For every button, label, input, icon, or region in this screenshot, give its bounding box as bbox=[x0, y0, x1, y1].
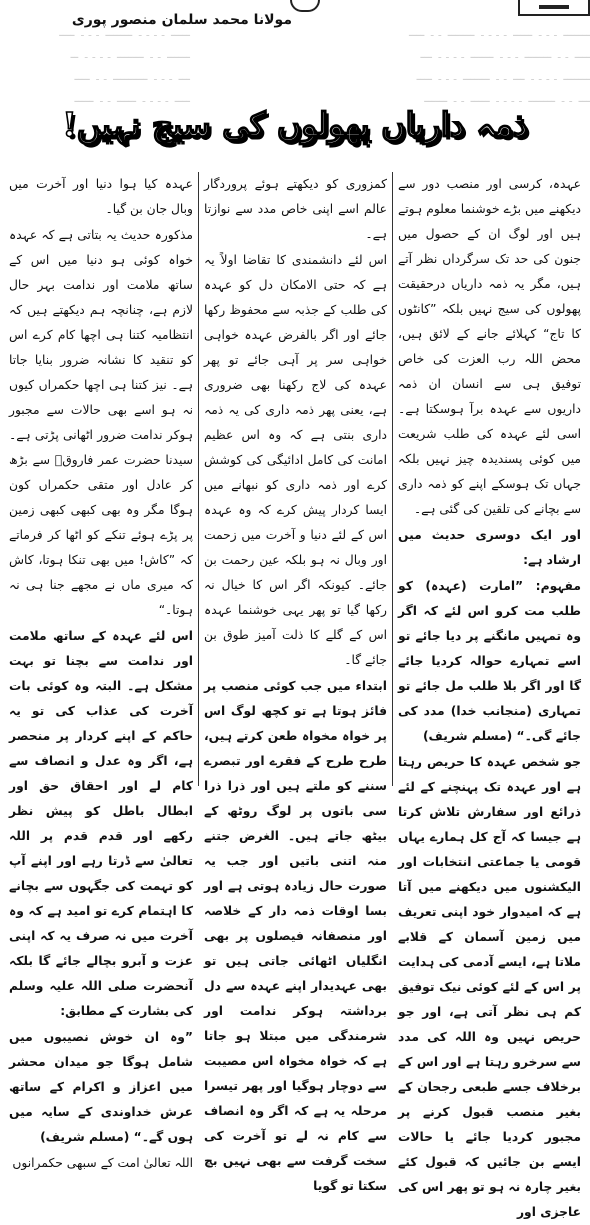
paragraph: ”وہ ان خوش نصیبوں میں شامل ہوگا جو میدان محشر میں اعزاز و اکرام کے ساتھ عرش خداوندی کے سایہ میں ہوں گے۔“ (مسلم شریف) bbox=[9, 1030, 193, 1144]
paragraph: مفہوم: ”امارت (عہدہ) کو طلب مت کرو اس لئے کہ اگر وہ تمہیں مانگنے پر دیا جائے تو اسے تمہارے حوالہ کردیا جائے گا اور اگر بلا طلب مل جائے تو تمہاری (منجانب خدا) مدد کی جائے گی۔“ (مسلم شریف) bbox=[398, 579, 581, 743]
column-middle bbox=[198, 172, 392, 1193]
column-left bbox=[4, 172, 198, 1170]
paragraph: اور ایک دوسری حدیث میں ارشاد ہے: bbox=[398, 528, 581, 567]
bleed-through-texture: ـــــ ۔۔۔۔ ـــــــ ۔۔۔ ــــ ــــــ ۔۔ ـــــــ ۔۔۔۔ ــ ـــ ۔۔۔ ـــــــــ ۔۔ ــــ ــــ ۔۔۔۔ ـــــ ۔۔ ـــــ bbox=[59, 25, 190, 106]
article-title: ذمہ داریاں پھولوں کی سیج نہیں! bbox=[62, 105, 528, 144]
paragraph: اس لئے عہدہ کے ساتھ ملامت اور ندامت سے بچنا تو بہت مشکل ہے۔ البتہ وہ کوئی بات آخرت کی عذاب کی تو یہ حاکم کے اپنے کردار پر منحصر ہے، اگر وہ عدل و انصاف سے کام لے اور احقاق حق اور ابطال باطل کو پیش نظر رکھے اور قدم قدم پر اللہ تعالیٰ سے ڈرتا رہے اور اپنے آپ کو تہمت کی جگہوں سے بچانے کا اہتمام کرے تو امید ہے کہ وہ آخرت میں نہ صرف یہ کہ اپنی عزت و آبرو بچالے جائے گا بلکہ آنحضرت صلی اللہ علیہ وسلم کی بشارت کے مطابق: bbox=[9, 629, 193, 1018]
section-tag-icon bbox=[518, 0, 590, 16]
paragraph: عہدہ کیا ہوا دنیا اور آخرت میں وبال جان بن گیا۔ bbox=[9, 177, 193, 216]
bleed-through-texture-right: ـــــــ ۔۔۔ ـــــ ۔۔۔۔ ـــــــ ۔۔ ــــ ــــ ۔۔ ـــــــ ۔۔۔ ــــــ ۔۔۔۔ ـــ ـــــــ ۔۔۔۔ ـــ ۔۔ ـــــــ ۔۔۔ ــــ ـــ ۔۔ ـــــــ ۔۔۔۔ ـــــ ۔۔ ــــــ bbox=[409, 25, 590, 106]
author-name: مولانا محمد سلمان منصور پوری bbox=[71, 12, 292, 28]
magazine-emblem-icon bbox=[290, 0, 320, 12]
paragraph: کمزوری کو دیکھتے ہوئے پروردگار عالم اسے اپنی خاص مدد سے نوازتا ہے۔ bbox=[204, 177, 387, 241]
paragraph: عہدہ، کرسی اور منصب دور سے دیکھنے میں بڑے خوشنما معلوم ہوتے ہیں اور لوگ ان کے حصول میں جنون کی حد تک سرگرداں نظر آتے ہیں، مگر یہ ذمہ داریاں درحقیقت پھولوں کی سیج نہیں بلکہ ”کانٹوں کا تاج“ کہلائے جانے کے لائق ہیں، محض اللہ رب العزت کی خاص توفیق ہی سے انسان ان ذمہ داریوں سے عہدہ برآ ہوسکتا ہے۔ اسی لئے عہدہ کی طلب شریعت میں کوئی پسندیدہ چیز نہیں بلکہ جہاں تک ہوسکے اپنے کو ذمہ داری سے بچانے کی تلقین کی گئی ہے۔ bbox=[398, 177, 581, 516]
column-right bbox=[392, 172, 586, 1219]
paragraph: اللہ تعالیٰ امت کے سبھی حکمرانوں bbox=[12, 1156, 193, 1170]
article-body bbox=[4, 172, 586, 1219]
paragraph: ابتداء میں جب کوئی منصب پر فائز ہوتا ہے تو کچھ لوگ اس پر خواہ مخواہ طعن کرتے ہیں، طرح طرح کے فقرے اور تبصرے سننے کو ملتے ہیں اور ذرا ذرا سی باتوں پر لوگ روٹھ کے بیٹھ جاتے ہیں۔ الغرض جتنے منہ اتنی باتیں اور جب یہ صورت حال زیادہ ہوتی ہے اور بسا اوقات ذمہ دار کے خلاصہ اور منصفانہ فیصلوں پر بھی انگلیاں اٹھائی جاتی ہیں تو بھی عہدیدار اپنے عہدہ سے دل برداشتہ ہوکر ندامت اور شرمندگی میں مبتلا ہو جاتا ہے کہ خواہ مخواہ اس مصیبت سے دوچار ہوگیا اور پھر تیسرا مرحلہ یہ ہے کہ اگر وہ انصاف سے کام نہ لے تو آخرت کی سخت گرفت سے بھی نہیں بچ سکتا تو گویا bbox=[204, 679, 387, 1193]
paragraph: اس لئے دانشمندی کا تقاضا اولاً یہ ہے کہ حتی الامکان دل کو عہدہ کی طلب کے جذبہ سے محفوظ رکھا جائے اور اگر بالفرض عہدہ خواہی خواہی سر پر آہی جائے تو پھر عہدہ کی لاج رکھنا بھی ضروری ہے، یعنی پھر ذمہ داری کی یہ ذمہ داری بنتی ہے کہ وہ اس عظیم امانت کی کامل ادائیگی کی کوشش کرے اور ذمہ داری کو نبھانے میں ایسا کردار پیش کرے کہ وہ عہدہ اس کے لئے دنیا و آخرت میں زحمت اور وبال نہ ہو بلکہ عین رحمت بن جائے۔ کیونکہ اگر اس کا خیال نہ رکھا گیا تو پھر یہی خوشنما عہدہ اس کے گلے کا ذلت آمیز طوق بن جائے گا۔ bbox=[204, 253, 387, 667]
paragraph: جو شخص عہدہ کا حریص رہتا ہے اور عہدہ تک پہنچنے کے لئے ذرائع اور سفارش تلاش کرتا ہے جیسا کہ آج کل ہمارے یہاں قومی یا جماعتی انتخابات اور الیکشنوں میں دیکھنے میں آتا ہے کہ امیدوار خود اپنی تعریف میں زمین آسمان کے قلابے ملاتا ہے، ایسے آدمی کی ہدایت پر اس کے لئے کوئی نیک توفیق کم ہی نظر آتی ہے، اور جو حریص نہیں وہ اللہ کی مدد سے سرخرو رہتا ہے اور اس کے برخلاف جسے طبعی رجحان کے بغیر منصب قبول کرنے پر مجبور کردیا جائے یا حالات ایسے بن جائیں کہ قبول کئے بغیر چارہ نہ ہو تو پھر اس کی عاجزی اور bbox=[398, 755, 581, 1219]
paragraph: مذکورہ حدیث یہ بتاتی ہے کہ عہدہ خواہ کوئی ہو دنیا میں اس کے ساتھ ملامت اور ندامت بہر حال لازم ہے، چنانچہ ہم دیکھتے ہیں کہ انتظامیہ کتنا ہی اچھا کام کرے اس کو تنقید کا نشانہ ضرور بنایا جاتا ہے۔ نیز کتنا ہی اچھا حکمراں کیوں نہ ہو اسے بھی حالات سے مجبور ہوکر ندامت ضرور اٹھانی پڑتی ہے۔ سیدنا حضرت عمر فاروقؓ سے بڑھ کر عادل اور متقی حکمراں کون ہوگا مگر وہ بھی کبھی کبھی زمین پر پڑے ہوئے تنکے کو اٹھا کر فرماتے کہ ”کاش! میں بھی تنکا ہوتا، کاش کہ میری ماں نے مجھے جنا ہی نہ ہوتا۔“ bbox=[9, 228, 193, 617]
